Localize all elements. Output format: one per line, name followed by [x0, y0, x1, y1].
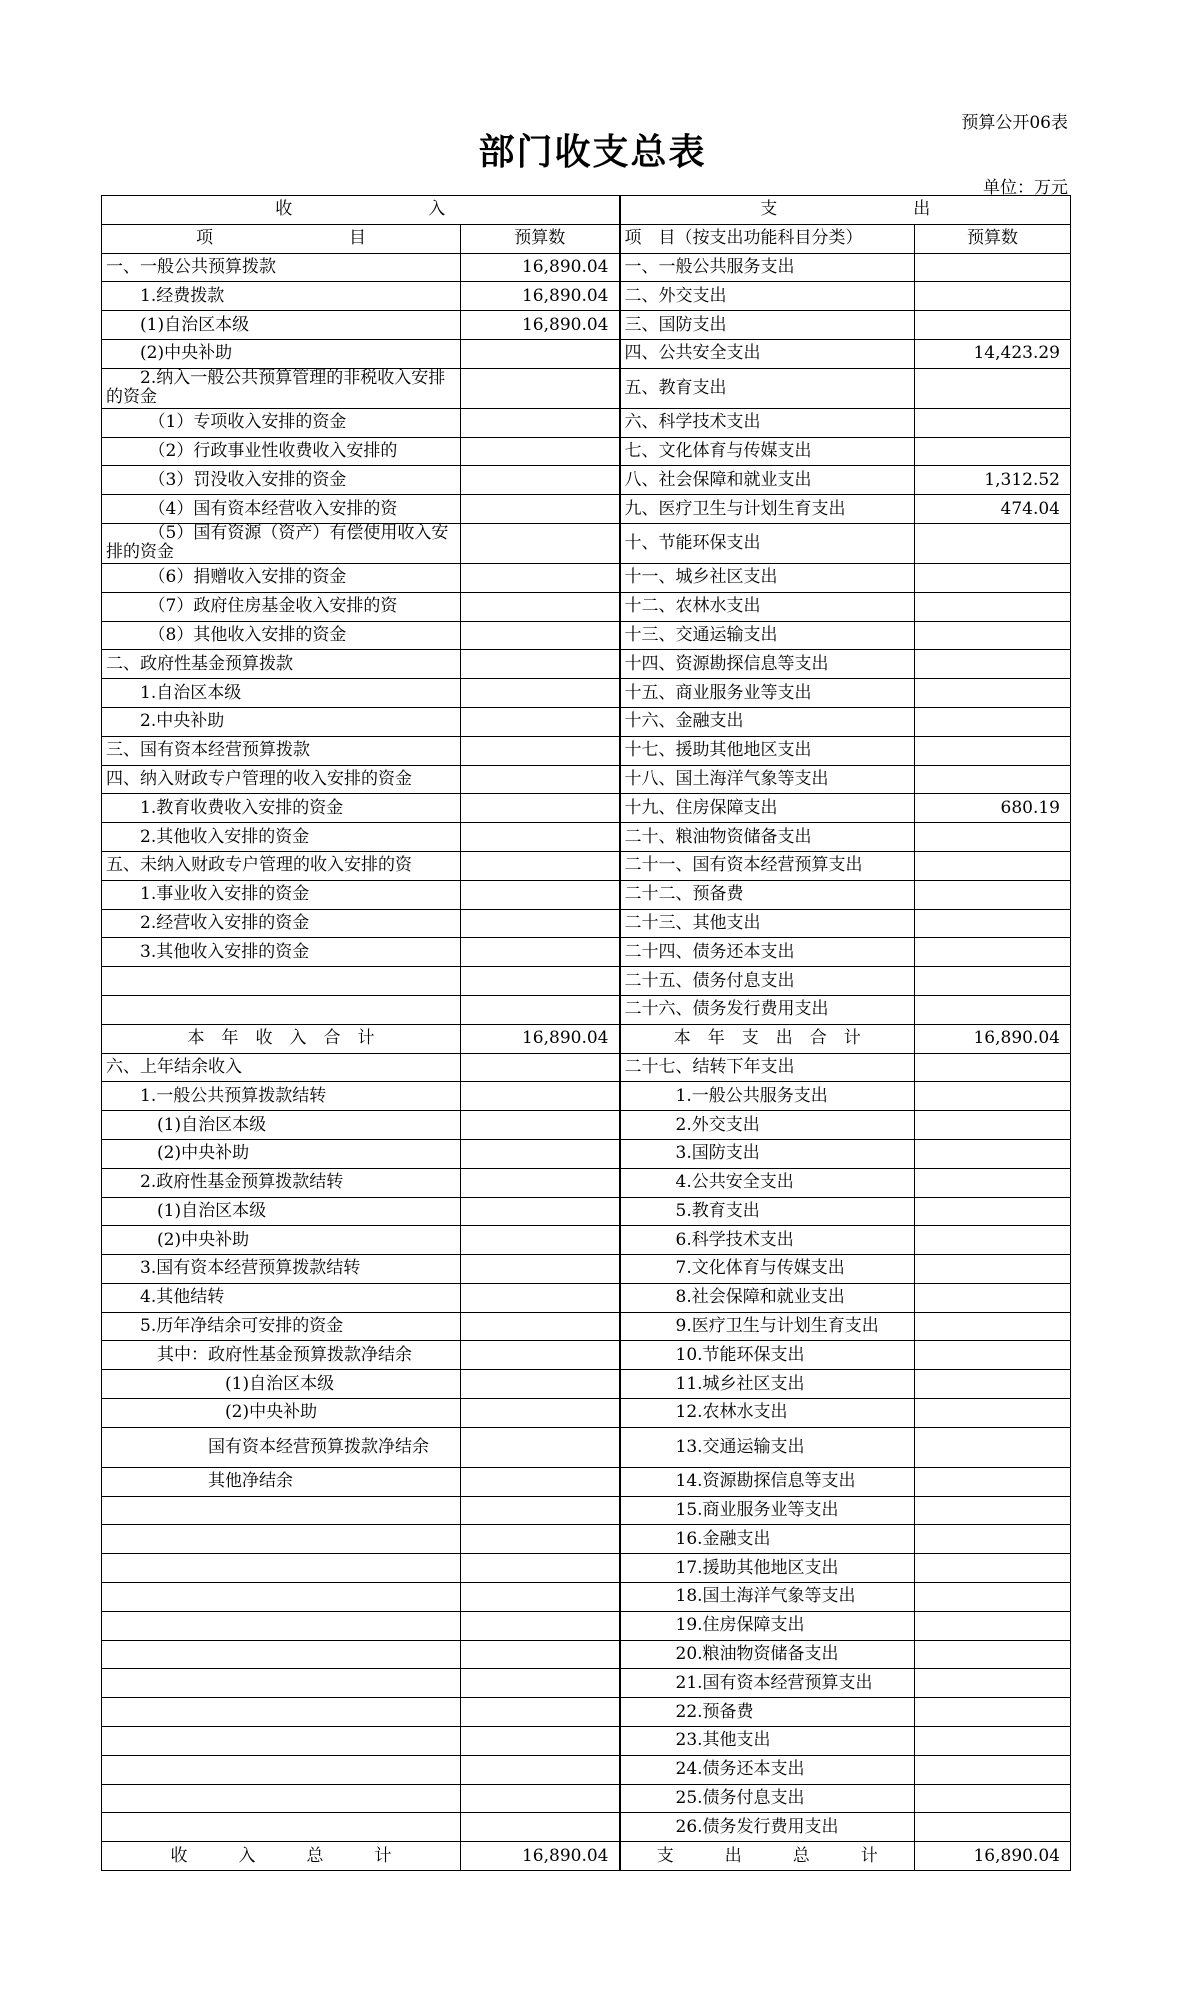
income-budget-value — [461, 765, 620, 794]
expense-budget-value — [915, 1813, 1071, 1842]
expense-budget-value — [915, 1698, 1071, 1727]
expense-item-label: 二十四、债务还本支出 — [620, 938, 915, 967]
income-budget-value — [461, 909, 620, 938]
table-row — [102, 679, 1071, 708]
income-item-label: 六、上年结余收入 — [102, 1053, 461, 1082]
expense-budget-value — [915, 1496, 1071, 1525]
table-row — [102, 765, 1071, 794]
income-budget-value — [461, 1496, 620, 1525]
expense-budget-value — [915, 1427, 1071, 1467]
expense-item-label: 二十二、预备费 — [620, 880, 915, 909]
table-row — [102, 1111, 1071, 1140]
table-row — [102, 1554, 1071, 1583]
expense-item-label: 15.商业服务业等支出 — [620, 1496, 915, 1525]
expense-item-label: 23.其他支出 — [620, 1727, 915, 1756]
table-row — [102, 563, 1071, 592]
income-item-label: 一、一般公共预算拨款 — [102, 253, 461, 282]
income-budget-value — [461, 679, 620, 708]
expense-budget-value — [915, 1640, 1071, 1669]
expense-budget-value — [915, 1755, 1071, 1784]
section-header-row — [102, 196, 1071, 225]
expense-budget-value — [915, 311, 1071, 340]
income-budget-value — [461, 1727, 620, 1756]
expense-item-label: 十三、交通运输支出 — [620, 621, 915, 650]
expense-budget-value: 16,890.04 — [915, 1842, 1071, 1871]
income-budget-value — [461, 408, 620, 437]
table-row — [102, 1813, 1071, 1842]
income-item-label: 其中：政府性基金预算拨款净结余 — [102, 1341, 461, 1370]
table-body — [102, 253, 1071, 1870]
income-budget-value — [461, 938, 620, 967]
table-row — [102, 621, 1071, 650]
income-item-label — [102, 1583, 461, 1612]
page-title: 部门收支总表 — [478, 131, 707, 173]
income-budget-value: 16,890.04 — [461, 1842, 620, 1871]
income-budget-value — [461, 967, 620, 996]
table-row — [102, 938, 1071, 967]
table-row — [102, 311, 1071, 340]
income-item-label — [102, 1727, 461, 1756]
income-item-header: 项 目 — [102, 224, 461, 253]
income-item-label — [102, 1611, 461, 1640]
income-budget-value — [461, 736, 620, 765]
income-budget-value — [461, 437, 620, 466]
income-budget-value — [461, 650, 620, 679]
income-item-label: 收 入 总 计 — [102, 1842, 461, 1871]
expense-item-label: 九、医疗卫生与计划生育支出 — [620, 495, 915, 524]
expense-budget-value — [915, 1611, 1071, 1640]
expense-item-label: 四、公共安全支出 — [620, 339, 915, 368]
income-item-label: 2.经营收入安排的资金 — [102, 909, 461, 938]
expense-budget-value — [915, 1341, 1071, 1370]
table-row — [102, 880, 1071, 909]
table-row — [102, 1784, 1071, 1813]
income-item-label: 1.经费拨款 — [102, 282, 461, 311]
income-item-label: (1)自治区本级 — [102, 311, 461, 340]
form-code: 预算公开06表 — [961, 113, 1068, 133]
table-row — [102, 794, 1071, 823]
table-row — [102, 1197, 1071, 1226]
table-row — [102, 1755, 1071, 1784]
income-budget-value — [461, 1111, 620, 1140]
income-item-label — [102, 1698, 461, 1727]
expense-item-label: 十五、商业服务业等支出 — [620, 679, 915, 708]
expense-item-label: 26.债务发行费用支出 — [620, 1813, 915, 1842]
income-budget-value — [461, 1784, 620, 1813]
table-row — [102, 736, 1071, 765]
expense-item-label: 二十、粮油物资储备支出 — [620, 823, 915, 852]
expense-budget-value — [915, 1168, 1071, 1197]
income-budget-value — [461, 523, 620, 563]
table-row — [102, 1525, 1071, 1554]
expense-budget-value — [915, 1467, 1071, 1496]
income-budget-value — [461, 1082, 620, 1111]
expense-budget-value — [915, 523, 1071, 563]
table-row — [102, 995, 1071, 1024]
expense-item-label: 5.教育支出 — [620, 1197, 915, 1226]
expense-budget-value — [915, 408, 1071, 437]
income-budget-value — [461, 1139, 620, 1168]
expense-item-label: 25.债务付息支出 — [620, 1784, 915, 1813]
income-item-label: 4.其他结转 — [102, 1283, 461, 1312]
income-budget-value — [461, 1341, 620, 1370]
income-budget-value — [461, 1583, 620, 1612]
expense-item-label: 二十六、债务发行费用支出 — [620, 995, 915, 1024]
income-item-label: (2)中央补助 — [102, 1139, 461, 1168]
income-budget-value — [461, 621, 620, 650]
expense-item-label: 三、国防支出 — [620, 311, 915, 340]
income-item-label: （6）捐赠收入安排的资金 — [102, 563, 461, 592]
expense-budget-value — [915, 437, 1071, 466]
income-item-label: （2）行政事业性收费收入安排的 — [102, 437, 461, 466]
expense-item-label: 十八、国土海洋气象等支出 — [620, 765, 915, 794]
income-budget-value — [461, 707, 620, 736]
income-budget-value — [461, 466, 620, 495]
income-item-label — [102, 1755, 461, 1784]
expense-budget-value — [915, 967, 1071, 996]
income-budget-value — [461, 368, 620, 408]
expense-item-label: 十、节能环保支出 — [620, 523, 915, 563]
income-item-label: （1）专项收入安排的资金 — [102, 408, 461, 437]
income-budget-value — [461, 1640, 620, 1669]
income-item-label: 国有资本经营预算拨款净结余 — [102, 1427, 461, 1467]
expense-item-label: 一、一般公共服务支出 — [620, 253, 915, 282]
expense-item-label: 十九、住房保障支出 — [620, 794, 915, 823]
table-row — [102, 1168, 1071, 1197]
income-budget-value — [461, 1755, 620, 1784]
expense-budget-value — [915, 282, 1071, 311]
income-budget-value — [461, 1611, 620, 1640]
expense-item-label: 五、教育支出 — [620, 368, 915, 408]
expense-budget-value: 1,312.52 — [915, 466, 1071, 495]
table-row — [102, 1669, 1071, 1698]
income-item-label: 2.纳入一般公共预算管理的非税收入安排的资金 — [102, 368, 461, 408]
expense-item-label: 12.农林水支出 — [620, 1399, 915, 1428]
income-item-label — [102, 967, 461, 996]
income-item-label: 四、纳入财政专户管理的收入安排的资金 — [102, 765, 461, 794]
expense-item-label: 11.城乡社区支出 — [620, 1370, 915, 1399]
income-item-label: 三、国有资本经营预算拨款 — [102, 736, 461, 765]
expense-budget-value — [915, 1583, 1071, 1612]
income-item-label: 2.其他收入安排的资金 — [102, 823, 461, 852]
income-budget-value: 16,890.04 — [461, 311, 620, 340]
expense-budget-value — [915, 938, 1071, 967]
income-item-label: 2.政府性基金预算拨款结转 — [102, 1168, 461, 1197]
income-item-label: 二、政府性基金预算拨款 — [102, 650, 461, 679]
income-item-label: (1)自治区本级 — [102, 1370, 461, 1399]
expense-budget-value: 474.04 — [915, 495, 1071, 524]
income-budget-value — [461, 1370, 620, 1399]
expense-item-label: 22.预备费 — [620, 1698, 915, 1727]
income-item-label: (2)中央补助 — [102, 339, 461, 368]
income-budget-value — [461, 1312, 620, 1341]
expense-budget-value — [915, 1082, 1071, 1111]
income-item-label — [102, 1640, 461, 1669]
income-item-label — [102, 1496, 461, 1525]
table-row — [102, 1727, 1071, 1756]
table-row — [102, 650, 1071, 679]
expense-item-label: 二十一、国有资本经营预算支出 — [620, 851, 915, 880]
expense-budget-value — [915, 1312, 1071, 1341]
income-item-label — [102, 1784, 461, 1813]
expense-budget-header: 预算数 — [915, 224, 1071, 253]
income-budget-value — [461, 1427, 620, 1467]
expense-budget-value — [915, 1197, 1071, 1226]
table-row — [102, 1842, 1071, 1871]
expense-item-label: 2.外交支出 — [620, 1111, 915, 1140]
unit-label: 单位：万元 — [983, 178, 1068, 198]
table-row — [102, 1496, 1071, 1525]
budget-summary-table — [101, 195, 1071, 1871]
income-budget-header: 预算数 — [461, 224, 620, 253]
table-row — [102, 823, 1071, 852]
income-item-label — [102, 1813, 461, 1842]
table-row — [102, 1053, 1071, 1082]
income-item-label: （7）政府住房基金收入安排的资 — [102, 592, 461, 621]
table-row — [102, 1698, 1071, 1727]
table-row — [102, 339, 1071, 368]
expense-item-label: 本 年 支 出 合 计 — [620, 1024, 915, 1053]
expense-item-label: 21.国有资本经营预算支出 — [620, 1669, 915, 1698]
table-row — [102, 909, 1071, 938]
table-row — [102, 1427, 1071, 1467]
income-item-label — [102, 1669, 461, 1698]
table-row — [102, 1399, 1071, 1428]
expense-item-label: 9.医疗卫生与计划生育支出 — [620, 1312, 915, 1341]
income-item-label: （8）其他收入安排的资金 — [102, 621, 461, 650]
income-item-label: （3）罚没收入安排的资金 — [102, 466, 461, 495]
income-item-label: 1.事业收入安排的资金 — [102, 880, 461, 909]
expense-budget-value — [915, 1139, 1071, 1168]
table-row — [102, 1583, 1071, 1612]
expense-budget-value: 14,423.29 — [915, 339, 1071, 368]
expense-budget-value — [915, 851, 1071, 880]
expense-item-label: 8.社会保障和就业支出 — [620, 1283, 915, 1312]
expense-item-label: 13.交通运输支出 — [620, 1427, 915, 1467]
income-budget-value — [461, 339, 620, 368]
expense-item-label: 二十七、结转下年支出 — [620, 1053, 915, 1082]
table-row — [102, 368, 1071, 408]
income-item-label: 1.自治区本级 — [102, 679, 461, 708]
income-budget-value — [461, 794, 620, 823]
income-budget-value — [461, 1669, 620, 1698]
expense-budget-value — [915, 1370, 1071, 1399]
expense-budget-value — [915, 765, 1071, 794]
expense-item-label: 二十三、其他支出 — [620, 909, 915, 938]
table-row — [102, 1139, 1071, 1168]
table-row — [102, 1283, 1071, 1312]
income-item-label: 3.其他收入安排的资金 — [102, 938, 461, 967]
table-row — [102, 437, 1071, 466]
expense-item-label: 6.科学技术支出 — [620, 1226, 915, 1255]
income-budget-value: 16,890.04 — [461, 253, 620, 282]
expense-budget-value — [915, 1727, 1071, 1756]
table-row — [102, 1341, 1071, 1370]
expense-budget-value — [915, 707, 1071, 736]
expense-item-label: 八、社会保障和就业支出 — [620, 466, 915, 495]
expense-budget-value — [915, 1525, 1071, 1554]
expense-budget-value — [915, 823, 1071, 852]
income-item-label: （5）国有资源（资产）有偿使用收入安排的资金 — [102, 523, 461, 563]
table-row — [102, 1255, 1071, 1284]
income-budget-value — [461, 1813, 620, 1842]
expense-item-label: 1.一般公共服务支出 — [620, 1082, 915, 1111]
expense-item-label: 二、外交支出 — [620, 282, 915, 311]
income-budget-value — [461, 1554, 620, 1583]
table-row — [102, 592, 1071, 621]
expense-item-label: 十一、城乡社区支出 — [620, 563, 915, 592]
table-row — [102, 1082, 1071, 1111]
table-row — [102, 1370, 1071, 1399]
expense-item-label: 16.金融支出 — [620, 1525, 915, 1554]
expense-item-label: 4.公共安全支出 — [620, 1168, 915, 1197]
expense-item-label: 18.国土海洋气象等支出 — [620, 1583, 915, 1612]
income-item-label: (1)自治区本级 — [102, 1197, 461, 1226]
expense-budget-value — [915, 1669, 1071, 1698]
income-budget-value — [461, 495, 620, 524]
expense-budget-value: 680.19 — [915, 794, 1071, 823]
income-budget-value — [461, 592, 620, 621]
table-row — [102, 1226, 1071, 1255]
income-budget-value — [461, 1168, 620, 1197]
income-budget-value — [461, 880, 620, 909]
table-row — [102, 967, 1071, 996]
table-row — [102, 851, 1071, 880]
income-item-label: （4）国有资本经营收入安排的资 — [102, 495, 461, 524]
table-row — [102, 1640, 1071, 1669]
income-budget-value — [461, 1053, 620, 1082]
expense-item-label: 十二、农林水支出 — [620, 592, 915, 621]
expense-budget-value — [915, 1554, 1071, 1583]
table-row — [102, 495, 1071, 524]
expense-item-label: 3.国防支出 — [620, 1139, 915, 1168]
expense-budget-value — [915, 1399, 1071, 1428]
income-item-label — [102, 1525, 461, 1554]
table-row — [102, 408, 1071, 437]
income-budget-value — [461, 823, 620, 852]
income-section-header: 收 入 — [102, 196, 620, 225]
table-row — [102, 253, 1071, 282]
income-budget-value — [461, 1283, 620, 1312]
income-budget-value — [461, 1197, 620, 1226]
expense-budget-value: 16,890.04 — [915, 1024, 1071, 1053]
table-row — [102, 282, 1071, 311]
income-budget-value — [461, 1467, 620, 1496]
expense-budget-value — [915, 253, 1071, 282]
income-budget-value: 16,890.04 — [461, 282, 620, 311]
income-budget-value — [461, 851, 620, 880]
income-item-label: 五、未纳入财政专户管理的收入安排的资 — [102, 851, 461, 880]
expense-item-label: 十四、资源勘探信息等支出 — [620, 650, 915, 679]
expense-budget-value — [915, 1226, 1071, 1255]
column-header-row — [102, 224, 1071, 253]
expense-item-label: 24.债务还本支出 — [620, 1755, 915, 1784]
expense-section-header: 支 出 — [620, 196, 1071, 225]
expense-item-label: 20.粮油物资储备支出 — [620, 1640, 915, 1669]
income-budget-value — [461, 1525, 620, 1554]
income-item-label: 3.国有资本经营预算拨款结转 — [102, 1255, 461, 1284]
income-item-label: 1.一般公共预算拨款结转 — [102, 1082, 461, 1111]
table-row — [102, 707, 1071, 736]
expense-item-label: 六、科学技术支出 — [620, 408, 915, 437]
table-row — [102, 523, 1071, 563]
income-budget-value — [461, 1698, 620, 1727]
expense-budget-value — [915, 563, 1071, 592]
table-row — [102, 1312, 1071, 1341]
table-row — [102, 1467, 1071, 1496]
income-item-label: 本 年 收 入 合 计 — [102, 1024, 461, 1053]
income-budget-value — [461, 1399, 620, 1428]
expense-budget-value — [915, 621, 1071, 650]
expense-item-label: 七、文化体育与传媒支出 — [620, 437, 915, 466]
income-budget-value — [461, 1255, 620, 1284]
expense-item-label: 二十五、债务付息支出 — [620, 967, 915, 996]
income-item-label: (1)自治区本级 — [102, 1111, 461, 1140]
expense-item-label: 10.节能环保支出 — [620, 1341, 915, 1370]
table-row — [102, 1024, 1071, 1053]
expense-budget-value — [915, 650, 1071, 679]
expense-budget-value — [915, 880, 1071, 909]
expense-budget-value — [915, 1784, 1071, 1813]
expense-budget-value — [915, 1255, 1071, 1284]
expense-budget-value — [915, 736, 1071, 765]
expense-item-label: 14.资源勘探信息等支出 — [620, 1467, 915, 1496]
income-budget-value: 16,890.04 — [461, 1024, 620, 1053]
expense-item-label: 17.援助其他地区支出 — [620, 1554, 915, 1583]
income-item-label: (2)中央补助 — [102, 1399, 461, 1428]
expense-budget-value — [915, 368, 1071, 408]
income-item-label: 1.教育收费收入安排的资金 — [102, 794, 461, 823]
expense-item-label: 支 出 总 计 — [620, 1842, 915, 1871]
table-row — [102, 466, 1071, 495]
income-item-label — [102, 1554, 461, 1583]
income-item-label: 5.历年净结余可安排的资金 — [102, 1312, 461, 1341]
income-budget-value — [461, 563, 620, 592]
income-budget-value — [461, 1226, 620, 1255]
income-item-label — [102, 995, 461, 1024]
expense-item-label: 十六、金融支出 — [620, 707, 915, 736]
income-budget-value — [461, 995, 620, 1024]
expense-item-label: 7.文化体育与传媒支出 — [620, 1255, 915, 1284]
expense-budget-value — [915, 1053, 1071, 1082]
table-row — [102, 1611, 1071, 1640]
expense-budget-value — [915, 679, 1071, 708]
income-item-label: 2.中央补助 — [102, 707, 461, 736]
expense-budget-value — [915, 1111, 1071, 1140]
income-item-label: (2)中央补助 — [102, 1226, 461, 1255]
expense-budget-value — [915, 592, 1071, 621]
income-item-label: 其他净结余 — [102, 1467, 461, 1496]
expense-budget-value — [915, 995, 1071, 1024]
expense-budget-value — [915, 909, 1071, 938]
expense-item-header: 项 目（按支出功能科目分类） — [620, 224, 915, 253]
expense-item-label: 十七、援助其他地区支出 — [620, 736, 915, 765]
expense-budget-value — [915, 1283, 1071, 1312]
expense-item-label: 19.住房保障支出 — [620, 1611, 915, 1640]
